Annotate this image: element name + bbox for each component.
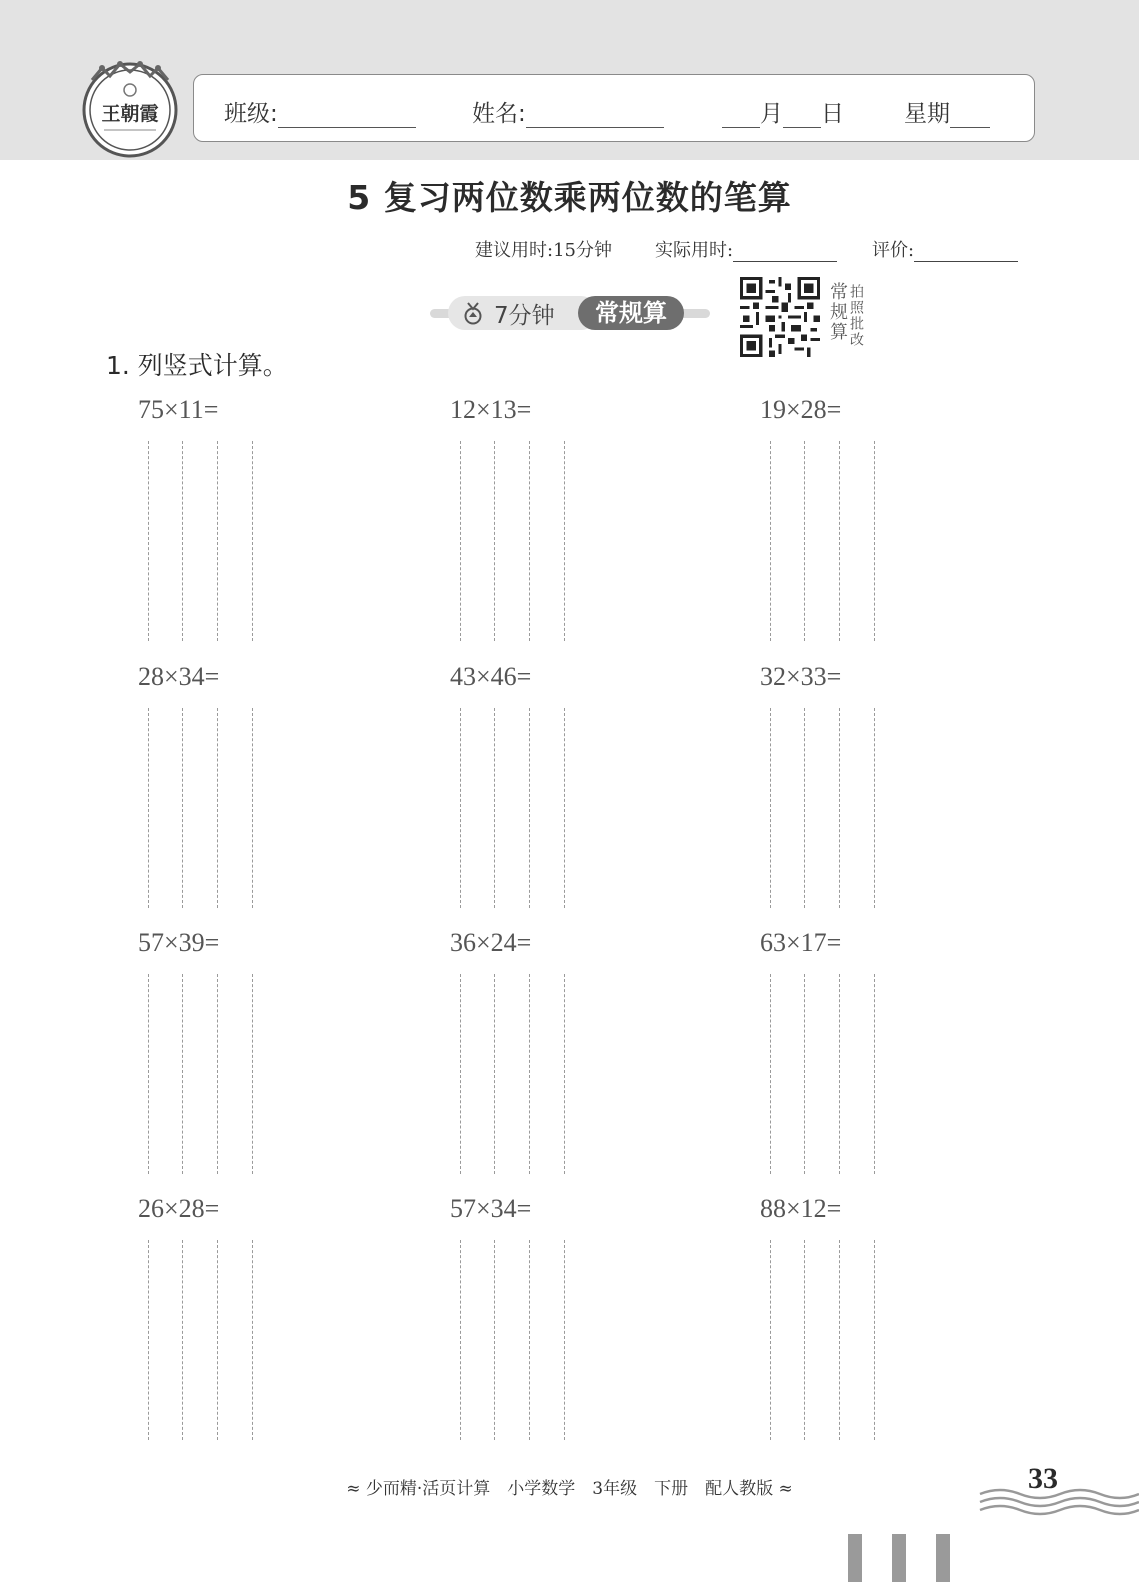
page-tab: [848, 1534, 862, 1582]
week-field[interactable]: [904, 95, 990, 128]
week-blank[interactable]: [950, 101, 990, 128]
qr-code-icon[interactable]: [740, 277, 820, 357]
work-area[interactable]: [138, 974, 268, 1174]
name-blank[interactable]: [526, 101, 664, 128]
work-area[interactable]: [450, 1240, 580, 1440]
page-tab: [936, 1534, 950, 1582]
rating-label: 评价:: [872, 240, 915, 261]
rating-blank[interactable]: [914, 243, 1018, 262]
date-field[interactable]: [722, 95, 844, 128]
work-area[interactable]: [138, 1240, 268, 1440]
page-number: 33: [1028, 1462, 1058, 1495]
work-area[interactable]: [760, 708, 890, 908]
work-area[interactable]: [450, 708, 580, 908]
name-label: 姓名:: [472, 101, 526, 127]
problem-expression: 12×13=: [450, 395, 532, 424]
week-label: 星期: [904, 101, 950, 127]
question-title: 1. 列竖式计算。: [106, 351, 288, 380]
actual-time-label: 实际用时:: [655, 240, 734, 261]
problem-expression: 75×11=: [138, 395, 219, 424]
section-tag: 常规算: [578, 296, 684, 330]
month-label: 月: [760, 101, 783, 127]
problem-expression: 26×28=: [138, 1194, 220, 1223]
rating-field[interactable]: [872, 236, 1018, 262]
section-time: 7分钟: [494, 303, 555, 329]
student-info-box: [193, 74, 1035, 142]
problem-expression: 43×46=: [450, 662, 532, 691]
page-tab: [892, 1534, 906, 1582]
day-label: 日: [821, 101, 844, 127]
problem-expression: 57×34=: [450, 1194, 532, 1223]
name-field[interactable]: [472, 95, 664, 128]
problem-expression: 36×24=: [450, 928, 532, 957]
day-blank[interactable]: [783, 101, 821, 128]
class-blank[interactable]: [278, 101, 416, 128]
qr-label-tag: 常规算: [827, 282, 848, 342]
page-title: 5 复习两位数乘两位数的笔算: [347, 178, 792, 217]
class-field[interactable]: [224, 95, 416, 128]
logo-seal: [80, 58, 180, 158]
logo-text: 王朝霞: [101, 103, 159, 125]
work-area[interactable]: [138, 708, 268, 908]
work-area[interactable]: [138, 441, 268, 641]
actual-time-field[interactable]: [655, 236, 837, 262]
problem-expression: 32×33=: [760, 662, 842, 691]
work-area[interactable]: [450, 974, 580, 1174]
suggested-time: 建议用时:15分钟: [475, 240, 612, 261]
class-label: 班级:: [224, 101, 278, 127]
problem-expression: 88×12=: [760, 1194, 842, 1223]
footer-text: ≈ 少而精·活页计算 小学数学 3年级 下册 配人教版 ≈: [346, 1479, 793, 1499]
problem-expression: 57×39=: [138, 928, 220, 957]
actual-time-blank[interactable]: [733, 243, 837, 262]
problem-expression: 19×28=: [760, 395, 842, 424]
problem-expression: 28×34=: [138, 662, 220, 691]
problem-expression: 63×17=: [760, 928, 842, 957]
work-area[interactable]: [760, 441, 890, 641]
waves-decoration: [975, 1480, 1139, 1520]
medal-icon: [462, 301, 484, 325]
month-blank[interactable]: [722, 101, 760, 128]
work-area[interactable]: [760, 1240, 890, 1440]
qr-label-scan: 拍照批改: [848, 284, 864, 348]
work-area[interactable]: [760, 974, 890, 1174]
work-area[interactable]: [450, 441, 580, 641]
